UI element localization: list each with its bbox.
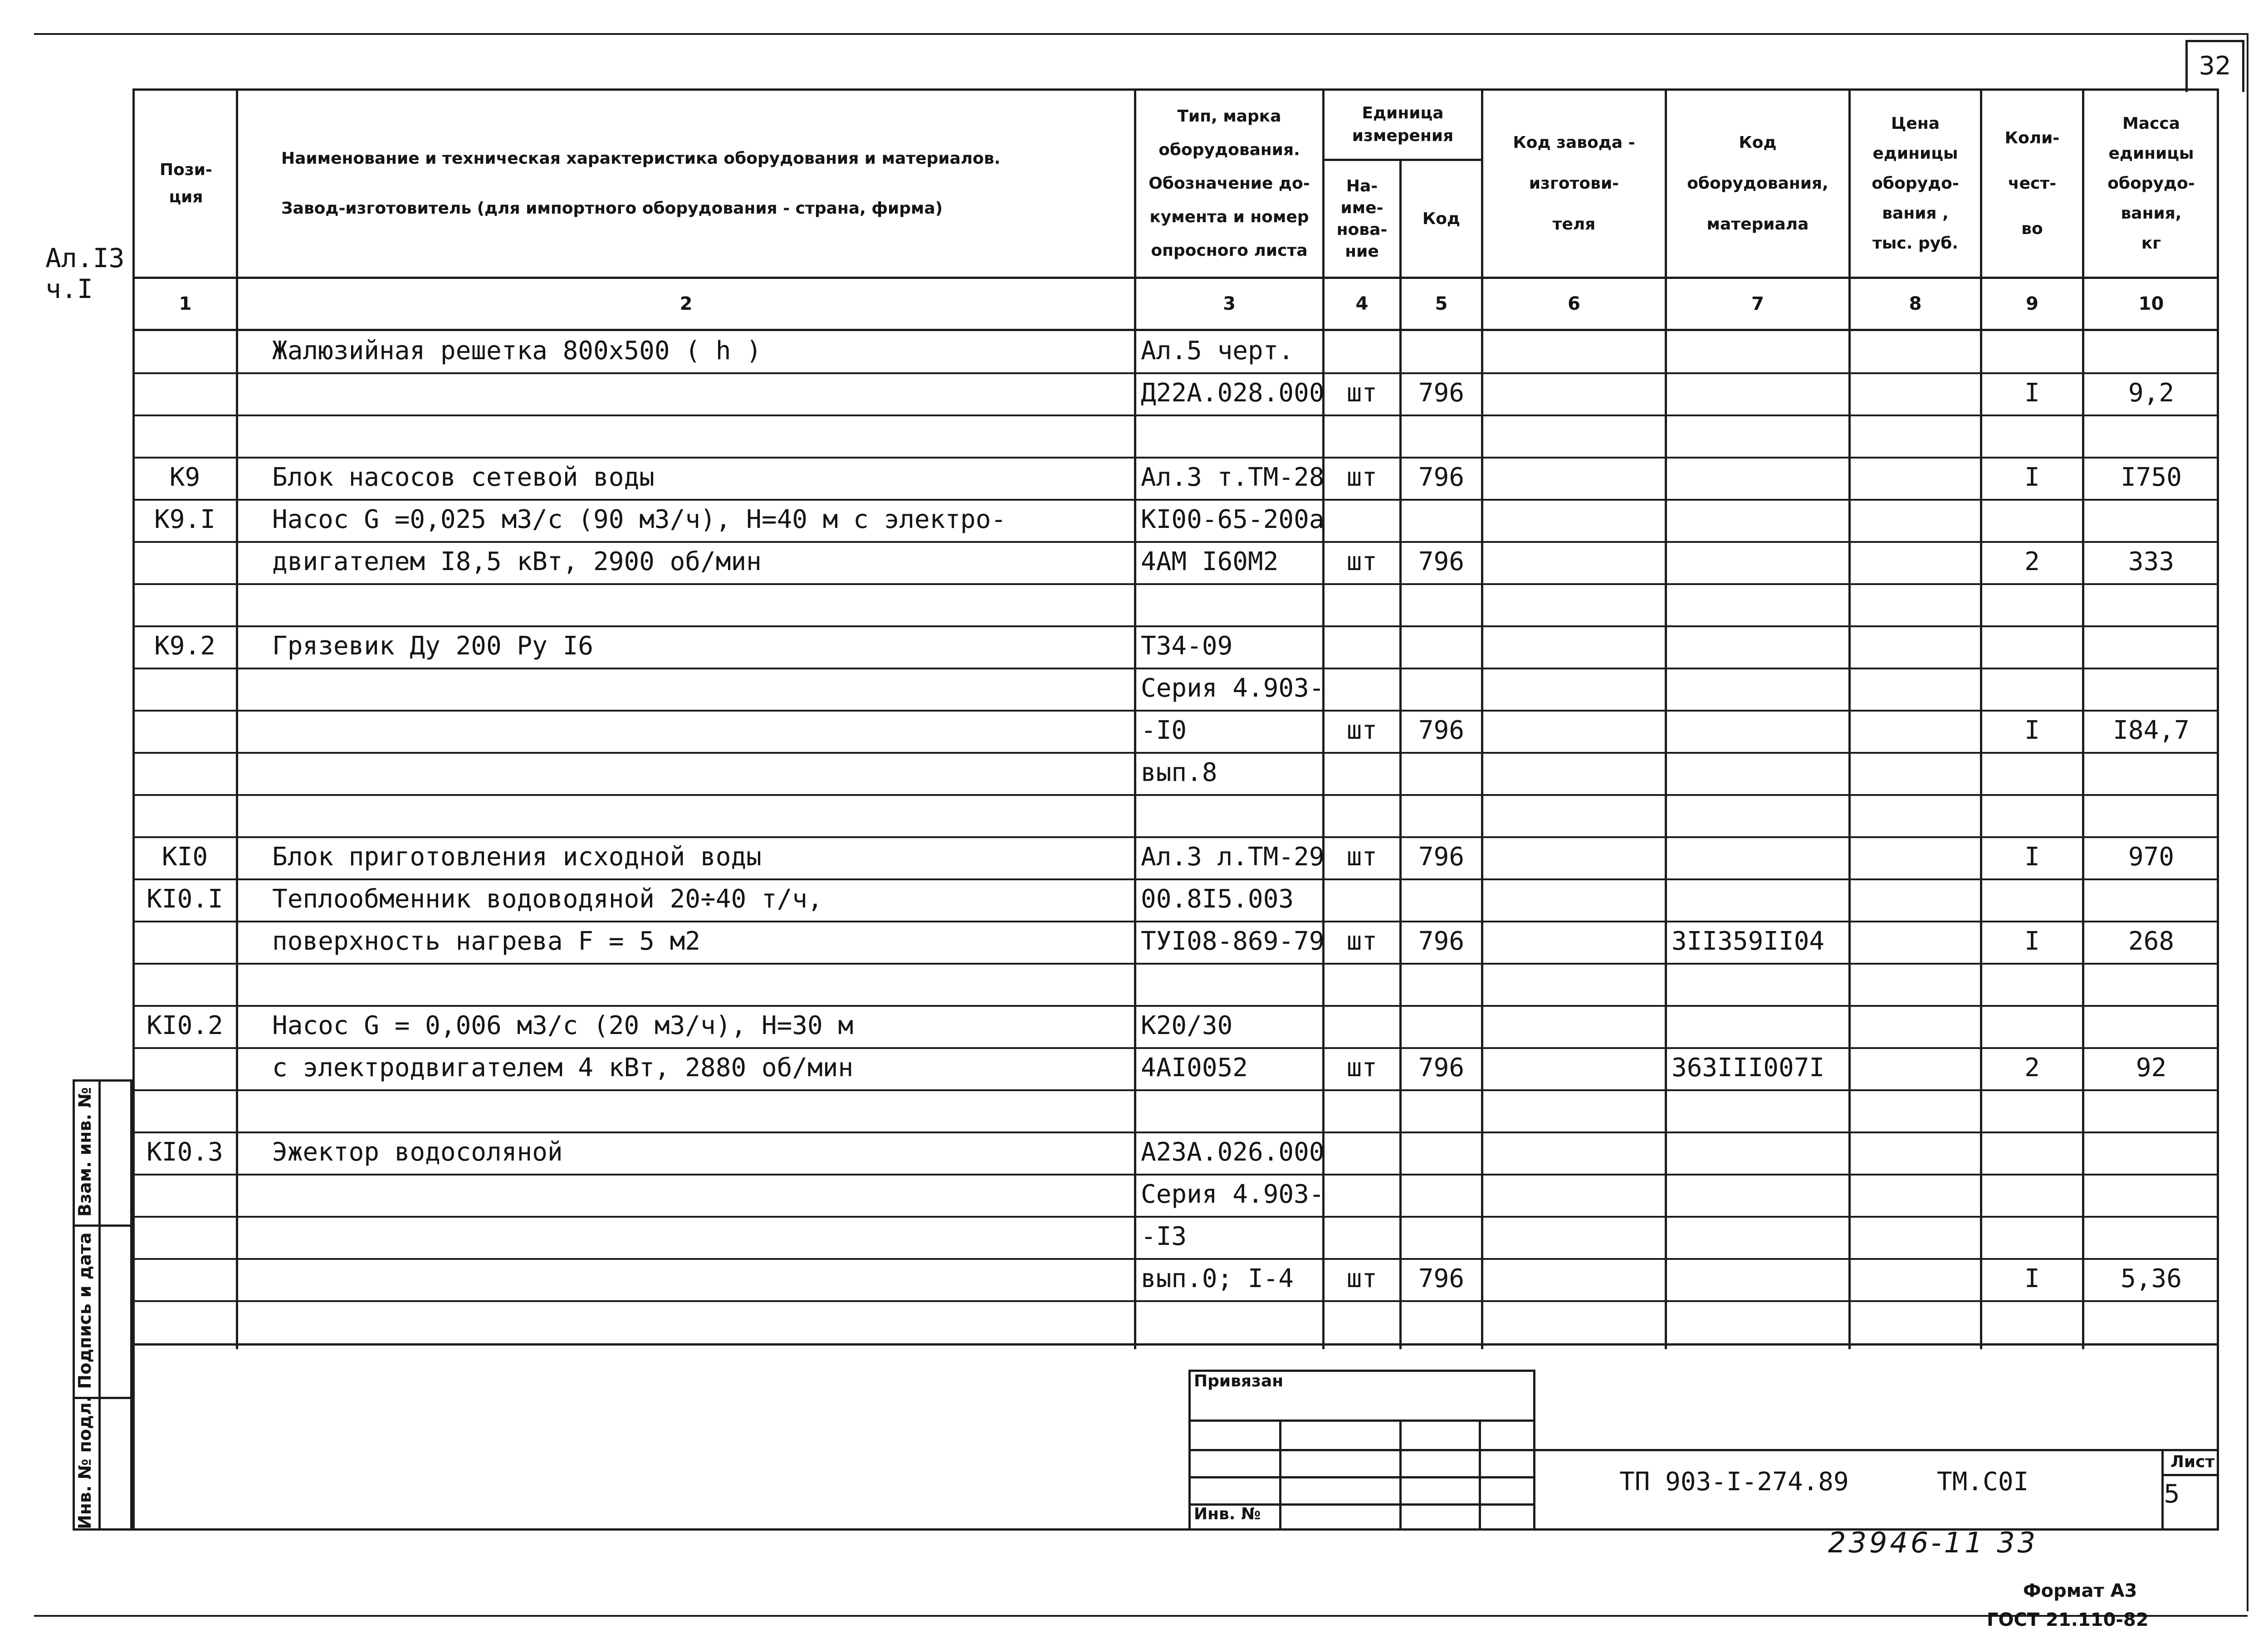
cell-unit-code: 796 [1418, 716, 1465, 745]
header-type [1136, 91, 1322, 277]
col-number-10: 10 [2138, 293, 2164, 314]
cell-unit: шт [1346, 1264, 1378, 1293]
cell-mass: 333 [2128, 547, 2175, 576]
header-unit-name [1325, 161, 1399, 277]
bottom-trim-line [34, 1615, 2248, 1617]
cell-name: Блок насосов сетевой воды [272, 463, 655, 492]
header-unit-code: Код [1422, 209, 1461, 228]
header-mass-l5: кг [2141, 234, 2161, 253]
header-mass-l1: Масса [2122, 114, 2180, 133]
header-unit-name-l4: ние [1345, 242, 1379, 261]
header-price-l2: единицы [1872, 144, 1958, 163]
header-equipment-code-l2: оборудования, [1687, 174, 1828, 193]
cell-unit: шт [1346, 378, 1378, 408]
header-price-l4: вания , [1882, 204, 1949, 223]
handwritten-number: 23946-11 33 [1828, 1526, 2038, 1559]
cell-type: вып.8 [1141, 758, 1217, 787]
col-number-9: 9 [2026, 293, 2038, 314]
col-number-3: 3 [1223, 293, 1236, 314]
header-price [1851, 91, 1980, 277]
cell-name: Эжектор водосоляной [272, 1137, 563, 1167]
cell-position: КI0.2 [147, 1011, 223, 1040]
cell-quantity: 2 [2024, 547, 2040, 576]
header-position-l1: Пози- [160, 161, 212, 179]
cell-unit-code: 796 [1418, 378, 1465, 408]
row-rule [132, 1089, 2219, 1091]
cell-type: ТУI08-869-79 [1141, 927, 1325, 956]
header-unit-name-l2: име- [1340, 198, 1383, 217]
row-rule [132, 1300, 2219, 1302]
side-stamp-inner [101, 1079, 132, 1531]
album-ref-line-1: Ал.I3 [45, 243, 125, 273]
header-equipment-code [1667, 91, 1848, 277]
cell-mass: 970 [2128, 842, 2175, 872]
cell-type: Серия 4.903- [1141, 1180, 1325, 1209]
header-unit-group-l1: Единица [1362, 104, 1444, 122]
cell-name: Насос G = 0,006 м3/с (20 м3/ч), Н=30 м [272, 1011, 854, 1040]
right-trim-line [2247, 33, 2248, 1611]
col-divider-1 [236, 88, 238, 1349]
cell-type: Ал.3 л.ТМ-29 [1141, 842, 1325, 872]
cell-name: двигателем I8,5 кВт, 2900 об/мин [272, 547, 762, 576]
header-position [136, 91, 236, 277]
cell-type: Д22А.028.000 [1141, 378, 1325, 408]
cell-type: -I3 [1141, 1222, 1187, 1251]
row-rule [132, 583, 2219, 585]
cell-type: 4АI0052 [1141, 1053, 1248, 1083]
page-number: 32 [2199, 51, 2231, 81]
bound-label: Привязан [1194, 1372, 1284, 1390]
bound-col-3 [1479, 1419, 1481, 1531]
row-rule [132, 794, 2219, 796]
col-number-6: 6 [1568, 293, 1580, 314]
document-mark: ТМ.С0I [1937, 1467, 2029, 1497]
col-number-1: 1 [179, 293, 192, 314]
bound-row-2 [1188, 1449, 1535, 1451]
col-number-8: 8 [1909, 293, 1922, 314]
side-stamp-sign-date: Подпись и дата [75, 1232, 95, 1389]
header-unit-group [1325, 91, 1481, 159]
col-divider-7 [1848, 88, 1851, 1349]
row-rule [132, 963, 2219, 965]
cell-type: 4АМ I60М2 [1141, 547, 1279, 576]
cell-type: КI00-65-200а [1141, 505, 1325, 534]
cell-position: КI0.I [147, 884, 223, 914]
cell-name: Грязевик Ду 200 Ру I6 [272, 631, 594, 661]
cell-mass: I750 [2121, 463, 2182, 492]
bound-row-3 [1188, 1476, 1535, 1478]
header-quantity [1982, 91, 2082, 277]
cell-unit: шт [1346, 716, 1378, 745]
cell-unit: шт [1346, 1053, 1378, 1083]
cell-type: Ал.3 т.ТМ-28 [1141, 463, 1325, 492]
header-plant-code [1483, 91, 1665, 277]
cell-type: Ал.5 черт. [1141, 336, 1294, 366]
cell-unit: шт [1346, 463, 1378, 492]
cell-mass: I84,7 [2113, 716, 2190, 745]
sheet-box-divider [2161, 1474, 2219, 1476]
header-mass-l4: вания, [2121, 204, 2182, 223]
header-equipment-code-l1: Код [1739, 133, 1777, 152]
cell-unit: шт [1346, 547, 1378, 576]
bound-col-2 [1399, 1419, 1402, 1531]
cell-unit: шт [1346, 842, 1378, 872]
cell-type: 00.8I5.003 [1141, 884, 1294, 914]
cell-unit-code: 796 [1418, 927, 1465, 956]
cell-position: К9.I [154, 505, 215, 534]
cell-equipment-code: 3II359II04 [1672, 927, 1825, 956]
cell-type: Т34-09 [1141, 631, 1233, 661]
cell-type: вып.0; I-4 [1141, 1264, 1294, 1293]
cell-position: КI0.3 [147, 1137, 223, 1167]
cell-unit-code: 796 [1418, 842, 1465, 872]
cell-type: А23А.026.000 [1141, 1137, 1325, 1167]
cell-unit-code: 796 [1418, 463, 1465, 492]
cell-type: К20/30 [1141, 1011, 1233, 1040]
cell-quantity: I [2024, 378, 2040, 408]
col-divider-5 [1481, 88, 1483, 1349]
cell-position: КI0 [161, 842, 208, 872]
cell-name: Теплообменник водоводяной 20÷40 т/ч, [272, 884, 823, 914]
header-price-l3: оборудо- [1872, 174, 1959, 193]
cell-unit-code: 796 [1418, 1053, 1465, 1083]
format-label: Формат А3 [2023, 1580, 2137, 1601]
header-plant-code-l1: Код завода - [1513, 133, 1635, 152]
header-mass-l3: оборудо- [2107, 174, 2195, 193]
standard-label: ГОСТ 21.110-82 [1987, 1611, 2149, 1629]
header-name-l2: Завод-изготовитель (для импортного оборудования - страна, фирма) [281, 199, 943, 218]
album-ref [45, 243, 125, 304]
header-equipment-code-l3: материала [1706, 215, 1809, 234]
cell-equipment-code: 363III007I [1672, 1053, 1825, 1083]
cell-quantity: I [2024, 463, 2040, 492]
header-name-l1: Наименование и техническая характеристика оборудования и материалов. [281, 149, 1001, 168]
cell-unit-code: 796 [1418, 547, 1465, 576]
cell-name: с электродвигателем 4 кВт, 2880 об/мин [272, 1053, 854, 1083]
title-block-top [1535, 1449, 2219, 1451]
header-type-l5: опросного листа [1151, 241, 1308, 260]
cell-name: поверхность нагрева F = 5 м2 [272, 927, 701, 956]
cell-quantity: I [2024, 716, 2040, 745]
cell-name: Блок приготовления исходной воды [272, 842, 762, 872]
cell-quantity: 2 [2024, 1053, 2040, 1083]
cell-mass: 268 [2128, 927, 2175, 956]
header-unit-group-l2: измерения [1352, 127, 1454, 145]
header-quantity-l3: во [2021, 219, 2043, 238]
bound-row-1 [1188, 1419, 1535, 1422]
cell-quantity: I [2024, 927, 2040, 956]
header-plant-code-l3: теля [1552, 215, 1596, 234]
document-code: ТП 903-I-274.89 [1619, 1467, 1849, 1497]
side-stamp-replace-inv: Взам. инв. № [75, 1087, 95, 1217]
col-number-7: 7 [1751, 293, 1764, 314]
cell-unit: шт [1346, 927, 1378, 956]
header-plant-code-l2: изготови- [1529, 174, 1619, 193]
header-type-l4: кумента и номер [1149, 208, 1309, 226]
sheet-label: Лист [2170, 1453, 2215, 1471]
header-quantity-l2: чест- [2008, 174, 2057, 193]
cell-mass: 92 [2136, 1053, 2167, 1083]
header-type-l2: оборудования. [1158, 141, 1300, 159]
header-type-l1: Тип, марка [1177, 107, 1281, 126]
header-unit-name-l3: нова- [1336, 220, 1388, 239]
header-quantity-l1: Коли- [2004, 129, 2060, 147]
bound-col-1 [1279, 1419, 1281, 1531]
cell-mass: 5,36 [2121, 1264, 2182, 1293]
col-divider-4 [1399, 159, 1402, 1349]
col-divider-2 [1134, 88, 1136, 1349]
cell-unit-code: 796 [1418, 1264, 1465, 1293]
header-mass [2084, 91, 2218, 277]
header-price-l5: тыс. руб. [1872, 234, 1959, 253]
cell-position: К9.2 [154, 631, 215, 661]
row-rule [132, 415, 2219, 416]
cell-quantity: I [2024, 1264, 2040, 1293]
header-name [245, 91, 1107, 277]
cell-position: К9 [169, 463, 200, 492]
col-number-5: 5 [1435, 293, 1448, 314]
cell-name: Жалюзийная решетка 800х500 ( h ) [272, 336, 762, 366]
top-trim-line [34, 33, 2248, 35]
album-ref-line-2: ч.I [45, 273, 93, 304]
header-mass-l2: единицы [2108, 144, 2194, 163]
header-type-l3: Обозначение до- [1149, 174, 1310, 193]
cell-name: Насос G =0,025 м3/с (90 м3/ч), Н=40 м с электро- [272, 505, 1007, 534]
header-unit-name-l1: На- [1346, 176, 1378, 195]
sheet-number: 5 [2164, 1479, 2180, 1509]
col-number-2: 2 [679, 293, 693, 314]
cell-mass: 9,2 [2128, 378, 2175, 408]
cell-type: -I0 [1141, 716, 1187, 745]
col-divider-6 [1665, 88, 1667, 1349]
table-body-bottom [132, 1343, 2219, 1346]
side-stamp-orig-inv: Инв. № подл. [75, 1395, 95, 1530]
header-position-l2: ция [169, 188, 203, 206]
cell-type: Серия 4.903- [1141, 673, 1325, 703]
inv-label: Инв. № [1194, 1505, 1261, 1523]
col-number-4: 4 [1355, 293, 1369, 314]
cell-quantity: I [2024, 842, 2040, 872]
header-price-l1: Цена [1891, 114, 1940, 133]
